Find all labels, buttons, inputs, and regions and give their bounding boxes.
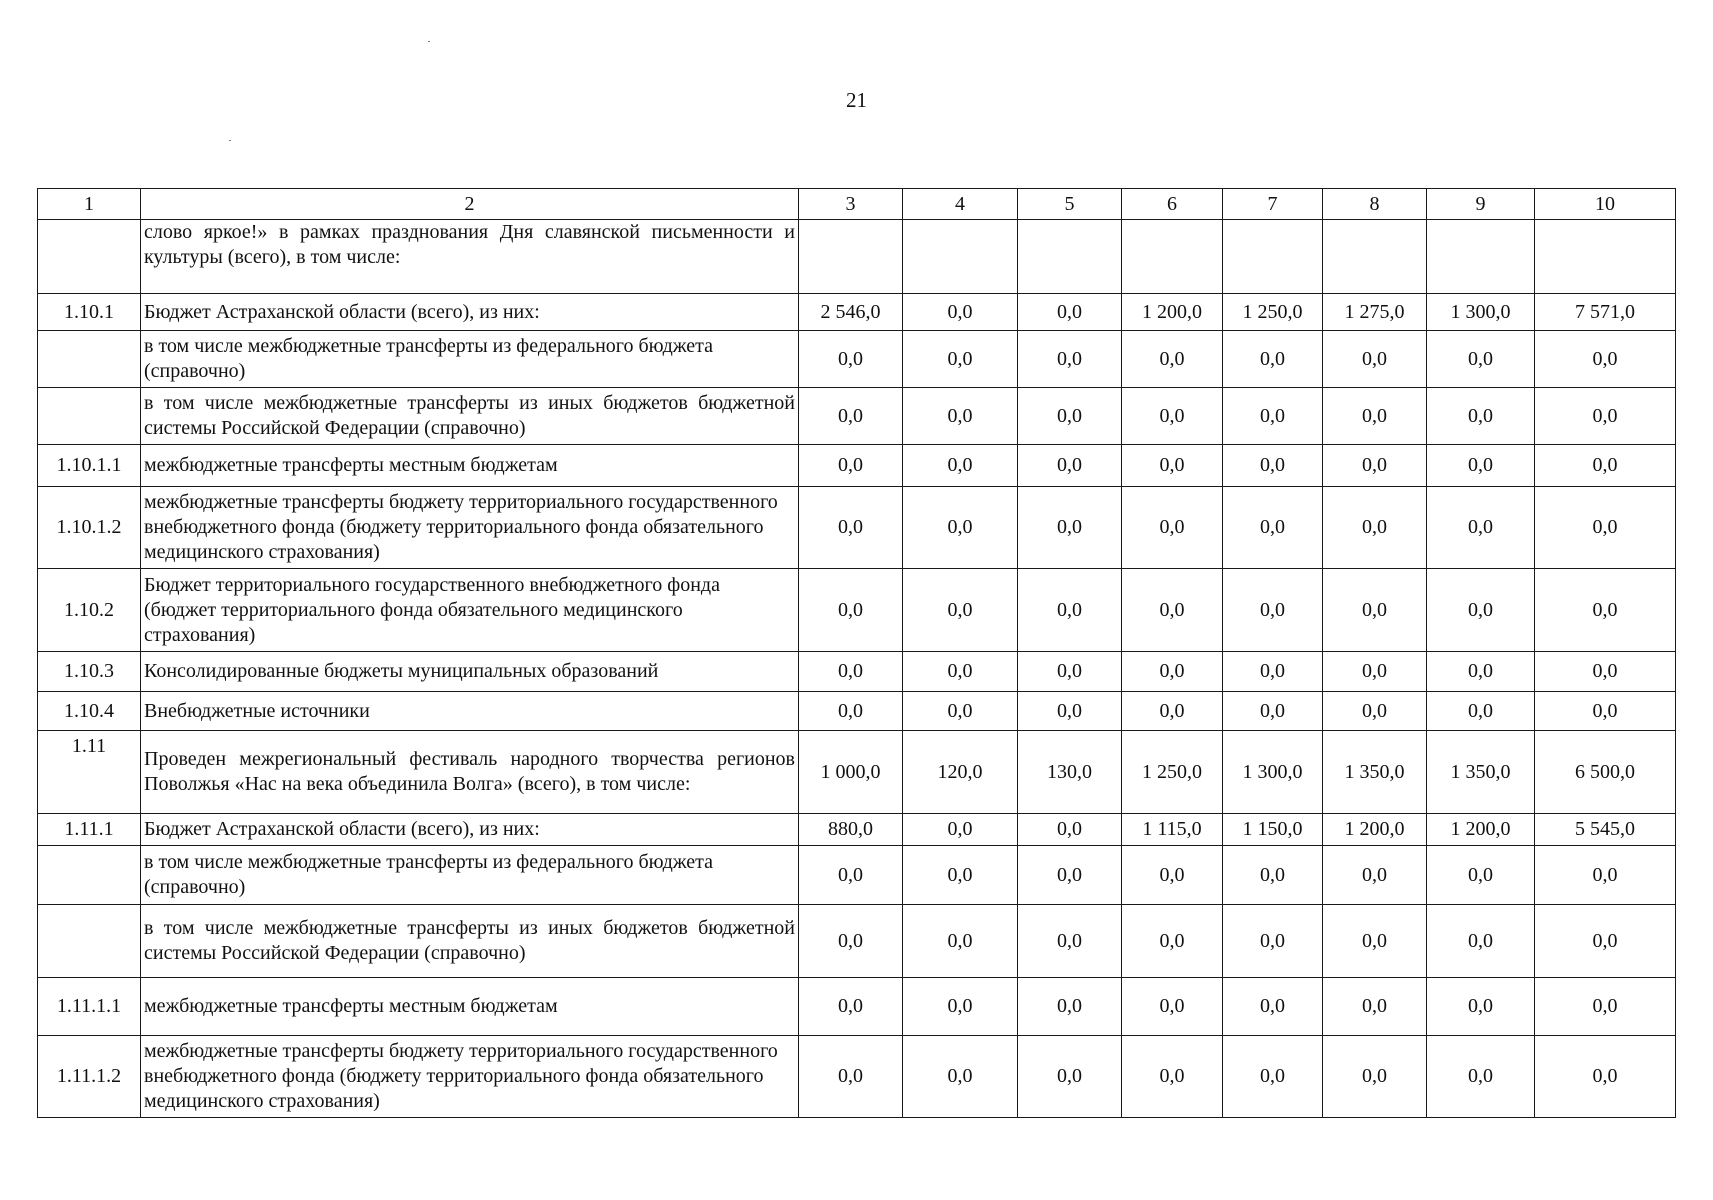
table-row xyxy=(38,978,1676,1036)
value-cell xyxy=(1122,220,1223,294)
value-cell: 5 545,0 xyxy=(1535,814,1676,846)
column-header: 3 xyxy=(799,189,903,220)
value-cell xyxy=(1323,220,1427,294)
table-row xyxy=(38,846,1676,905)
value-cell: 0,0 xyxy=(1223,1036,1323,1118)
value-cell: 0,0 xyxy=(1223,692,1323,731)
value-cell: 0,0 xyxy=(1323,1036,1427,1118)
table-row xyxy=(38,814,1676,846)
row-description: Внебюджетные источники xyxy=(141,692,799,731)
value-cell: 0,0 xyxy=(1535,1036,1676,1118)
row-description: в том числе межбюджетные трансферты из федерального бюджета (справочно) xyxy=(141,846,799,905)
value-cell: 0,0 xyxy=(1535,846,1676,905)
value-cell: 0,0 xyxy=(903,388,1018,445)
value-cell: 0,0 xyxy=(1323,692,1427,731)
value-cell: 0,0 xyxy=(1323,652,1427,692)
row-code: 1.10.1.2 xyxy=(38,487,141,569)
value-cell: 0,0 xyxy=(1223,388,1323,445)
value-cell: 6 500,0 xyxy=(1535,731,1676,814)
column-header: 1 xyxy=(38,189,141,220)
value-cell: 0,0 xyxy=(1122,905,1223,978)
value-cell: 0,0 xyxy=(1427,445,1535,487)
column-header: 9 xyxy=(1427,189,1535,220)
value-cell: 0,0 xyxy=(1427,905,1535,978)
value-cell: 0,0 xyxy=(1223,652,1323,692)
value-cell: 880,0 xyxy=(799,814,903,846)
row-code: 1.10.1 xyxy=(38,294,141,331)
value-cell: 0,0 xyxy=(1323,487,1427,569)
value-cell: 0,0 xyxy=(1122,978,1223,1036)
value-cell xyxy=(903,220,1018,294)
row-code: 1.10.2 xyxy=(38,569,141,652)
value-cell: 0,0 xyxy=(1323,846,1427,905)
value-cell xyxy=(799,220,903,294)
value-cell: 0,0 xyxy=(1122,846,1223,905)
value-cell: 0,0 xyxy=(903,487,1018,569)
header-row xyxy=(38,189,1676,220)
value-cell: 0,0 xyxy=(1122,445,1223,487)
value-cell: 0,0 xyxy=(1122,331,1223,388)
row-description: в том числе межбюджетные трансферты из иных бюджетов бюджетной системы Российской Федерации (справочно) xyxy=(141,905,799,978)
value-cell: 0,0 xyxy=(903,692,1018,731)
row-description: межбюджетные трансферты бюджету территориального государственного внебюджетного фонда (бюджету территориального фонда обязательного медицинского страхования) xyxy=(141,487,799,569)
row-code: 1.10.3 xyxy=(38,652,141,692)
column-header: 5 xyxy=(1018,189,1122,220)
value-cell: 1 250,0 xyxy=(1122,731,1223,814)
value-cell: 0,0 xyxy=(1427,388,1535,445)
value-cell: 0,0 xyxy=(799,1036,903,1118)
value-cell: 1 350,0 xyxy=(1427,731,1535,814)
value-cell xyxy=(1427,220,1535,294)
value-cell: 0,0 xyxy=(1223,978,1323,1036)
column-header: 6 xyxy=(1122,189,1223,220)
value-cell: 1 300,0 xyxy=(1427,294,1535,331)
table-row xyxy=(38,220,1676,294)
value-cell: 0,0 xyxy=(1018,978,1122,1036)
row-description: в том числе межбюджетные трансферты из иных бюджетов бюджетной системы Российской Федерации (справочно) xyxy=(141,388,799,445)
value-cell: 0,0 xyxy=(799,692,903,731)
value-cell xyxy=(1018,220,1122,294)
column-header: 10 xyxy=(1535,189,1676,220)
row-code: 1.11.1 xyxy=(38,814,141,846)
value-cell: 0,0 xyxy=(1122,388,1223,445)
value-cell: 0,0 xyxy=(1535,445,1676,487)
table-row xyxy=(38,1036,1676,1118)
value-cell: 0,0 xyxy=(1323,331,1427,388)
value-cell: 1 200,0 xyxy=(1122,294,1223,331)
value-cell: 0,0 xyxy=(799,487,903,569)
value-cell: 0,0 xyxy=(1535,388,1676,445)
row-code xyxy=(38,388,141,445)
value-cell: 0,0 xyxy=(1122,569,1223,652)
value-cell: 0,0 xyxy=(1427,652,1535,692)
value-cell xyxy=(1223,220,1323,294)
value-cell: 0,0 xyxy=(799,569,903,652)
value-cell: 0,0 xyxy=(1018,905,1122,978)
value-cell: 1 350,0 xyxy=(1323,731,1427,814)
row-description: межбюджетные трансферты местным бюджетам xyxy=(141,978,799,1036)
table-row xyxy=(38,294,1676,331)
table-row xyxy=(38,388,1676,445)
value-cell: 130,0 xyxy=(1018,731,1122,814)
scan-speck xyxy=(428,41,430,42)
value-cell: 0,0 xyxy=(903,905,1018,978)
row-code: 1.10.4 xyxy=(38,692,141,731)
value-cell: 0,0 xyxy=(799,445,903,487)
table-row xyxy=(38,692,1676,731)
value-cell: 0,0 xyxy=(799,652,903,692)
value-cell: 0,0 xyxy=(799,331,903,388)
value-cell: 1 200,0 xyxy=(1427,814,1535,846)
value-cell: 0,0 xyxy=(1323,445,1427,487)
value-cell: 0,0 xyxy=(1323,569,1427,652)
row-code: 1.11 xyxy=(38,731,141,814)
table-row xyxy=(38,569,1676,652)
column-header: 8 xyxy=(1323,189,1427,220)
value-cell: 0,0 xyxy=(903,846,1018,905)
value-cell: 0,0 xyxy=(799,905,903,978)
value-cell: 0,0 xyxy=(903,294,1018,331)
value-cell: 0,0 xyxy=(1427,692,1535,731)
value-cell: 0,0 xyxy=(1427,978,1535,1036)
value-cell: 0,0 xyxy=(1018,388,1122,445)
value-cell: 0,0 xyxy=(1018,331,1122,388)
value-cell: 0,0 xyxy=(1427,569,1535,652)
value-cell: 0,0 xyxy=(903,1036,1018,1118)
row-code: 1.11.1.2 xyxy=(38,1036,141,1118)
value-cell: 0,0 xyxy=(1223,569,1323,652)
value-cell: 0,0 xyxy=(1122,487,1223,569)
value-cell: 0,0 xyxy=(1018,487,1122,569)
value-cell: 0,0 xyxy=(1018,294,1122,331)
row-code: 1.11.1.1 xyxy=(38,978,141,1036)
value-cell: 0,0 xyxy=(1535,331,1676,388)
value-cell: 2 546,0 xyxy=(799,294,903,331)
value-cell: 0,0 xyxy=(1323,388,1427,445)
value-cell: 0,0 xyxy=(1535,487,1676,569)
column-header: 4 xyxy=(903,189,1018,220)
table-row xyxy=(38,331,1676,388)
table-row xyxy=(38,731,1676,814)
row-code xyxy=(38,905,141,978)
value-cell: 0,0 xyxy=(1535,905,1676,978)
value-cell: 0,0 xyxy=(1323,905,1427,978)
row-description: межбюджетные трансферты бюджету территориального государственного внебюджетного фонда (бюджету территориального фонда обязательного медицинского страхования) xyxy=(141,1036,799,1118)
value-cell: 0,0 xyxy=(1223,487,1323,569)
row-code: 1.10.1.1 xyxy=(38,445,141,487)
value-cell: 0,0 xyxy=(1018,569,1122,652)
value-cell: 0,0 xyxy=(1018,652,1122,692)
value-cell: 0,0 xyxy=(903,814,1018,846)
value-cell: 0,0 xyxy=(1122,652,1223,692)
budget-table xyxy=(37,188,1676,1118)
row-code xyxy=(38,846,141,905)
value-cell: 0,0 xyxy=(1535,692,1676,731)
value-cell: 1 000,0 xyxy=(799,731,903,814)
value-cell: 0,0 xyxy=(1535,569,1676,652)
value-cell: 0,0 xyxy=(903,978,1018,1036)
page-number: 21 xyxy=(846,88,867,112)
value-cell: 0,0 xyxy=(903,445,1018,487)
value-cell xyxy=(1535,220,1676,294)
value-cell: 0,0 xyxy=(1427,331,1535,388)
value-cell: 0,0 xyxy=(1223,445,1323,487)
value-cell: 0,0 xyxy=(799,846,903,905)
value-cell: 0,0 xyxy=(1122,692,1223,731)
value-cell: 1 275,0 xyxy=(1323,294,1427,331)
value-cell: 0,0 xyxy=(903,569,1018,652)
value-cell: 0,0 xyxy=(1018,1036,1122,1118)
row-description: Проведен межрегиональный фестиваль народного творчества регионов Поволжья «Нас на века объединила Волга» (всего), в том числе: xyxy=(141,731,799,814)
value-cell: 0,0 xyxy=(1535,978,1676,1036)
table-row xyxy=(38,652,1676,692)
value-cell: 0,0 xyxy=(1223,905,1323,978)
value-cell: 0,0 xyxy=(1223,846,1323,905)
table-row xyxy=(38,487,1676,569)
row-code xyxy=(38,220,141,294)
value-cell: 0,0 xyxy=(1018,692,1122,731)
row-description: Бюджет территориального государственного внебюджетного фонда (бюджет территориального фонда обязательного медицинского страхования) xyxy=(141,569,799,652)
row-description: межбюджетные трансферты местным бюджетам xyxy=(141,445,799,487)
value-cell: 0,0 xyxy=(1018,814,1122,846)
value-cell: 0,0 xyxy=(1535,652,1676,692)
value-cell: 0,0 xyxy=(1223,331,1323,388)
value-cell: 1 115,0 xyxy=(1122,814,1223,846)
row-description: Консолидированные бюджеты муниципальных образований xyxy=(141,652,799,692)
value-cell: 1 150,0 xyxy=(1223,814,1323,846)
value-cell: 0,0 xyxy=(1427,1036,1535,1118)
value-cell: 1 300,0 xyxy=(1223,731,1323,814)
row-code xyxy=(38,331,141,388)
value-cell: 0,0 xyxy=(1018,846,1122,905)
row-description: слово яркое!» в рамках празднования Дня славянской письменности и культуры (всего), в том числе: xyxy=(141,220,799,294)
row-description: Бюджет Астраханской области (всего), из них: xyxy=(141,294,799,331)
table-row xyxy=(38,905,1676,978)
value-cell: 0,0 xyxy=(799,978,903,1036)
value-cell: 0,0 xyxy=(1323,978,1427,1036)
scan-speck xyxy=(229,140,231,141)
value-cell: 1 200,0 xyxy=(1323,814,1427,846)
value-cell: 120,0 xyxy=(903,731,1018,814)
value-cell: 7 571,0 xyxy=(1535,294,1676,331)
column-header: 7 xyxy=(1223,189,1323,220)
value-cell: 0,0 xyxy=(1122,1036,1223,1118)
row-description: в том числе межбюджетные трансферты из федерального бюджета (справочно) xyxy=(141,331,799,388)
table-row xyxy=(38,445,1676,487)
value-cell: 0,0 xyxy=(903,652,1018,692)
column-header: 2 xyxy=(141,189,799,220)
value-cell: 0,0 xyxy=(799,388,903,445)
row-description: Бюджет Астраханской области (всего), из них: xyxy=(141,814,799,846)
value-cell: 0,0 xyxy=(903,331,1018,388)
value-cell: 0,0 xyxy=(1427,487,1535,569)
value-cell: 0,0 xyxy=(1018,445,1122,487)
value-cell: 1 250,0 xyxy=(1223,294,1323,331)
value-cell: 0,0 xyxy=(1427,846,1535,905)
